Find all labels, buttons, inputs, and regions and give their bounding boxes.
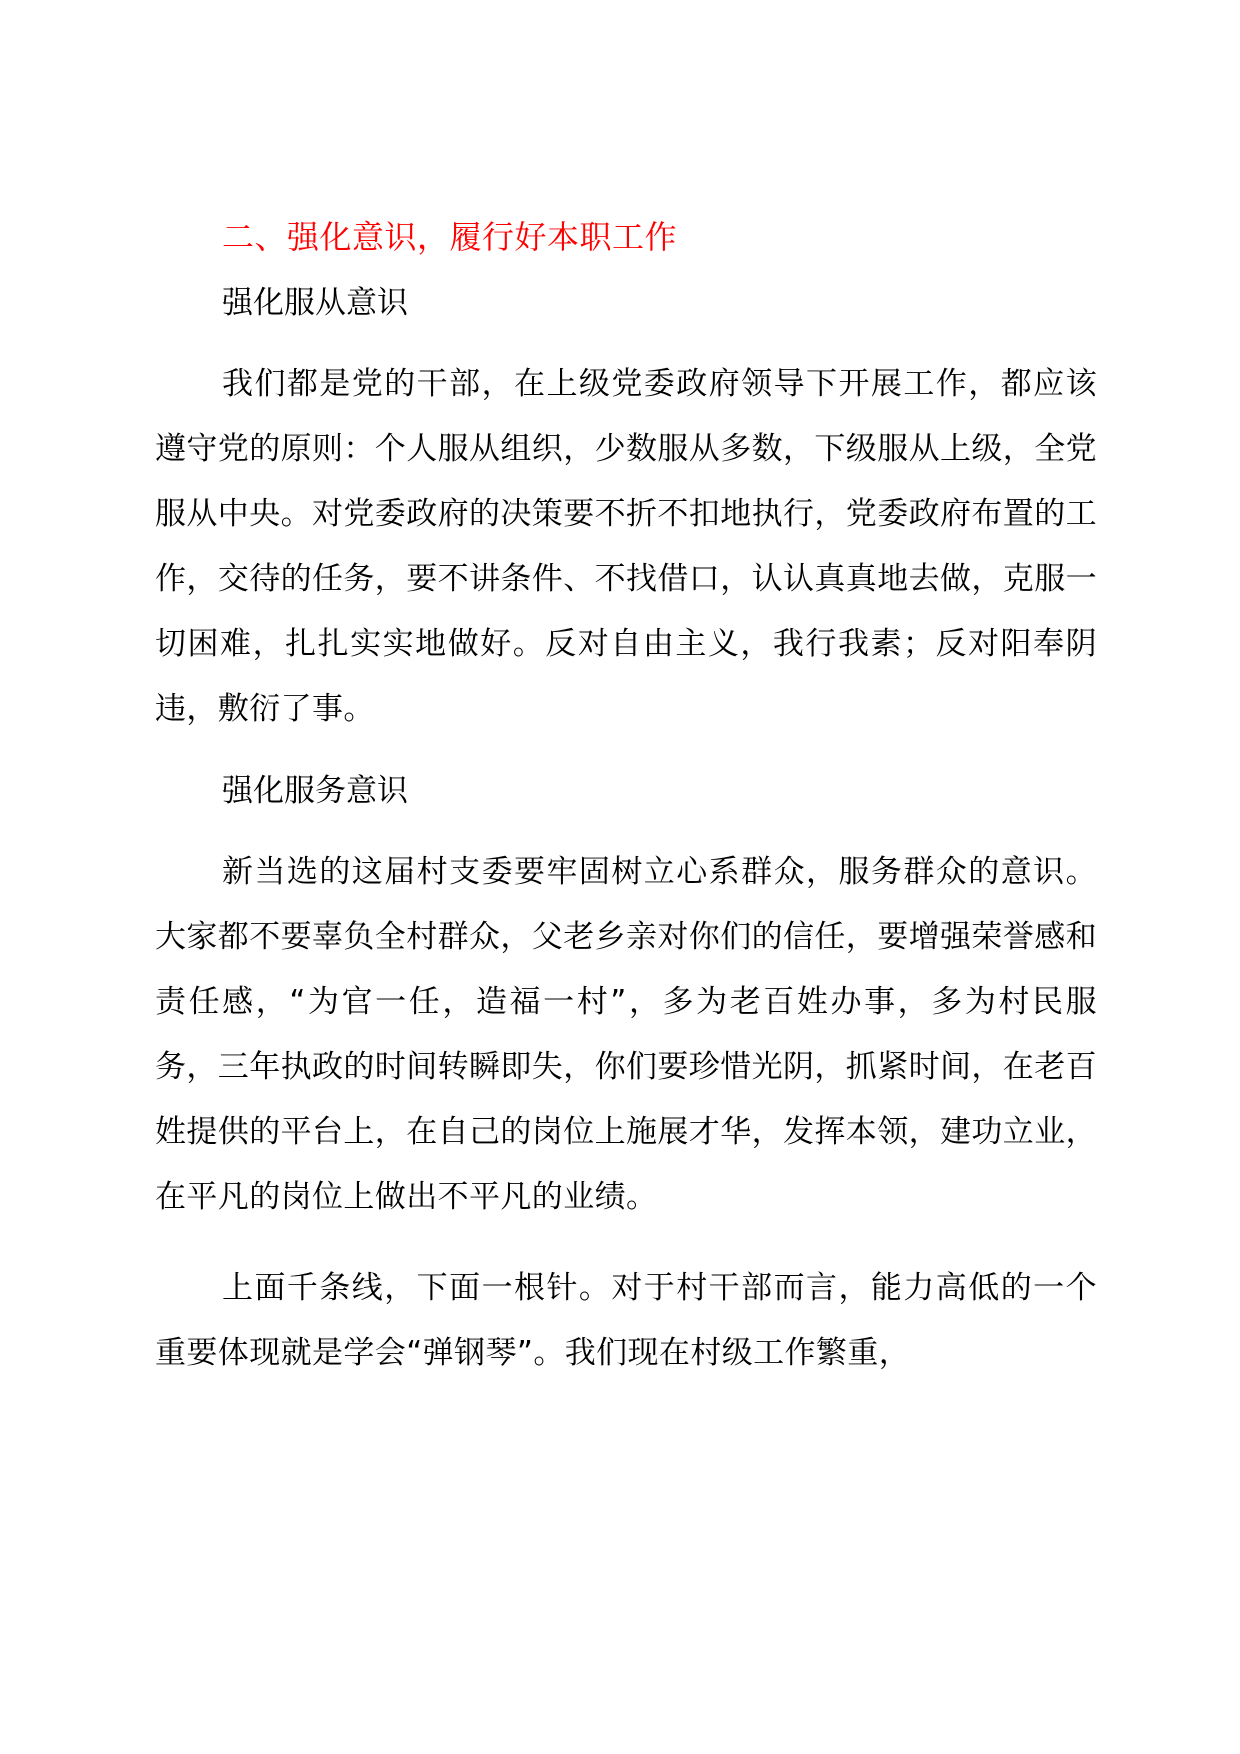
document-body — [155, 208, 1097, 1386]
paragraph-piano: 上面千条线，下面一根针。对于村干部而言，能力高低的一个重要体现就是学会“弹钢琴”。我们现在村级工作繁重， — [155, 1270, 1097, 1371]
subheading-service: 强化服务意识 — [222, 773, 408, 809]
subheading-obedience: 强化服从意识 — [222, 285, 408, 321]
paragraph-service: 新当选的这届村支委要牢固树立心系群众，服务群众的意识。大家都不要辜负全村群众，父老乡亲对你们的信任，要增强荣誉感和责任感，“为官一任，造福一村”，多为老百姓办事，多为村民服务，三年执政的时间转瞬即失，你们要珍惜光阴，抓紧时间，在老百姓提供的平台上，在自己的岗位上施展才华，发挥本领，建功立业，在平凡的岗位上做出不平凡的业绩。 — [155, 854, 1097, 1215]
paragraph-obedience: 我们都是党的干部，在上级党委政府领导下开展工作，都应该遵守党的原则：个人服从组织，少数服从多数，下级服从上级，全党服从中央。对党委政府的决策要不折不扣地执行，党委政府布置的工作，交待的任务，要不讲条件、不找借口，认认真真地去做，克服一切困难，扎扎实实地做好。反对自由主义，我行我素；反对阳奉阴违，敷衍了事。 — [155, 366, 1097, 727]
section-heading: 二、强化意识，履行好本职工作 — [222, 218, 678, 256]
